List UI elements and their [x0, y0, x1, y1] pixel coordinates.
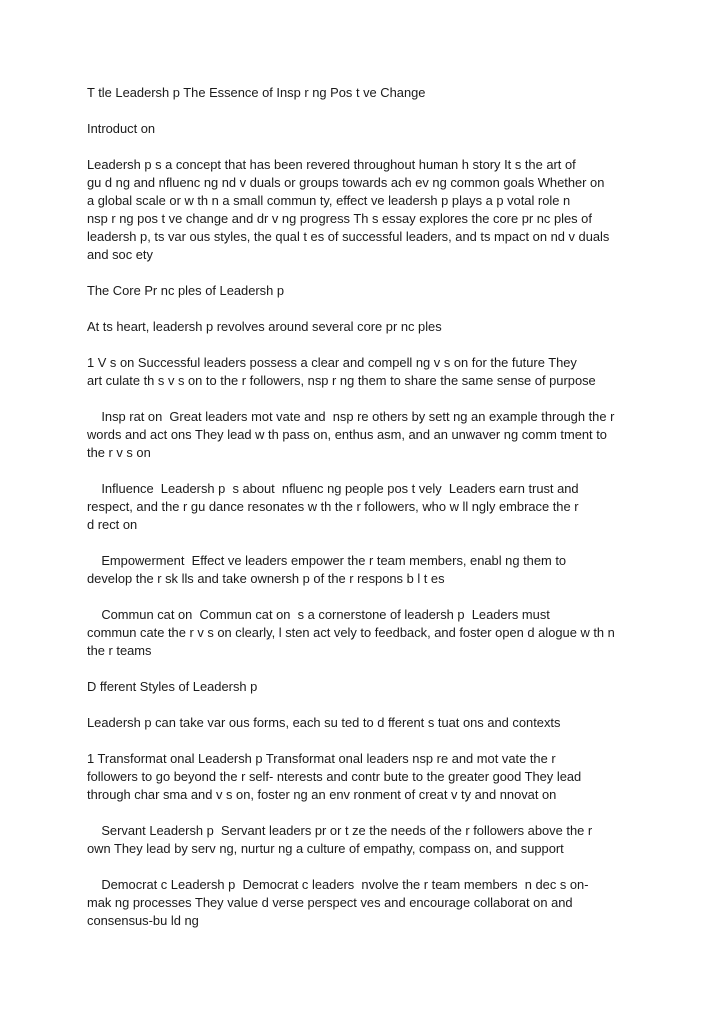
paragraph-line: Leadersh p can take var ous forms, each su ted to d fferent s tuat ons and contexts — [87, 715, 561, 730]
paragraph-line: commun cate the r v s on clearly, l sten act vely to feedback, and foster open d alogue w th n — [87, 625, 615, 640]
paragraph-line: Empowerment Effect ve leaders empower the r team members, enabl ng them to — [87, 553, 567, 568]
section-heading-core-principles — [87, 282, 647, 300]
document-title — [87, 84, 647, 102]
paragraph-line: mak ng processes They value d verse perspect ves and encourage collaborat on and — [87, 895, 573, 910]
paragraph-line: Insp rat on Great leaders mot vate and nsp re others by sett ng an example through the r — [87, 409, 615, 424]
document-page — [87, 84, 647, 930]
paragraph-line: Servant Leadersh p Servant leaders pr or t ze the needs of the r followers above the r — [87, 823, 593, 838]
paragraph-line: and soc ety — [87, 247, 153, 262]
paragraph-line: a global scale or w th n a small commun ty, effect ve leadersh p plays a p votal role n — [87, 193, 571, 208]
paragraph-line: the r v s on — [87, 445, 151, 460]
paragraph-line: gu d ng and nfluenc ng nd v duals or groups towards ach ev ng common goals Whether on — [87, 175, 605, 190]
paragraph-line: consensus-bu ld ng — [87, 913, 199, 928]
paragraph-line: At ts heart, leadersh p revolves around several core pr nc ples — [87, 319, 442, 334]
section-heading-introduction — [87, 120, 647, 138]
paragraph-line: through char sma and v s on, foster ng an env ronment of creat v ty and nnovat on — [87, 787, 557, 802]
section-heading-leadership-styles — [87, 678, 647, 696]
title-line: T tle Leadersh p The Essence of Insp r ng Pos t ve Change — [87, 85, 426, 100]
list-item-empowerment — [87, 552, 647, 588]
paragraph-line: 1 Transformat onal Leadersh p Transformat onal leaders nsp re and mot vate the r — [87, 751, 556, 766]
paragraph-line: the r teams — [87, 643, 152, 658]
heading-line: D fferent Styles of Leadersh p — [87, 679, 258, 694]
core-principles-intro — [87, 318, 647, 336]
paragraph-line: nsp r ng pos t ve change and dr v ng progress Th s essay explores the core pr nc ples of — [87, 211, 592, 226]
list-item-vision — [87, 354, 647, 390]
list-item-transformational — [87, 750, 647, 804]
list-item-inspiration — [87, 408, 647, 462]
paragraph-line: d rect on — [87, 517, 138, 532]
paragraph-line: 1 V s on Successful leaders possess a clear and compell ng v s on for the future They — [87, 355, 577, 370]
list-item-servant — [87, 822, 647, 858]
heading-line: Introduct on — [87, 121, 156, 136]
paragraph-line: develop the r sk lls and take ownersh p of the r respons b l t es — [87, 571, 445, 586]
introduction-paragraph — [87, 156, 647, 264]
paragraph-line: Commun cat on Commun cat on s a cornerstone of leadersh p Leaders must — [87, 607, 550, 622]
paragraph-line: own They lead by serv ng, nurtur ng a culture of empathy, compass on, and support — [87, 841, 564, 856]
leadership-styles-intro — [87, 714, 647, 732]
paragraph-line: Democrat c Leadersh p Democrat c leaders nvolve the r team members n dec s on- — [87, 877, 589, 892]
paragraph-line: Influence Leadersh p s about nfluenc ng people pos t vely Leaders earn trust and — [87, 481, 579, 496]
paragraph-line: Leadersh p s a concept that has been revered throughout human h story It s the art of — [87, 157, 576, 172]
list-item-influence — [87, 480, 647, 534]
paragraph-line: words and act ons They lead w th pass on, enthus asm, and an unwaver ng comm tment to — [87, 427, 607, 442]
list-item-communication — [87, 606, 647, 660]
heading-line: The Core Pr nc ples of Leadersh p — [87, 283, 285, 298]
paragraph-line: art culate th s v s on to the r followers, nsp r ng them to share the same sense of purpose — [87, 373, 596, 388]
paragraph-line: respect, and the r gu dance resonates w th the r followers, who w ll ngly embrace the r — [87, 499, 579, 514]
paragraph-line: leadersh p, ts var ous styles, the qual t es of successful leaders, and ts mpact on nd v duals — [87, 229, 610, 244]
list-item-democratic — [87, 876, 647, 930]
paragraph-line: followers to go beyond the r self- nterests and contr bute to the greater good They lead — [87, 769, 582, 784]
